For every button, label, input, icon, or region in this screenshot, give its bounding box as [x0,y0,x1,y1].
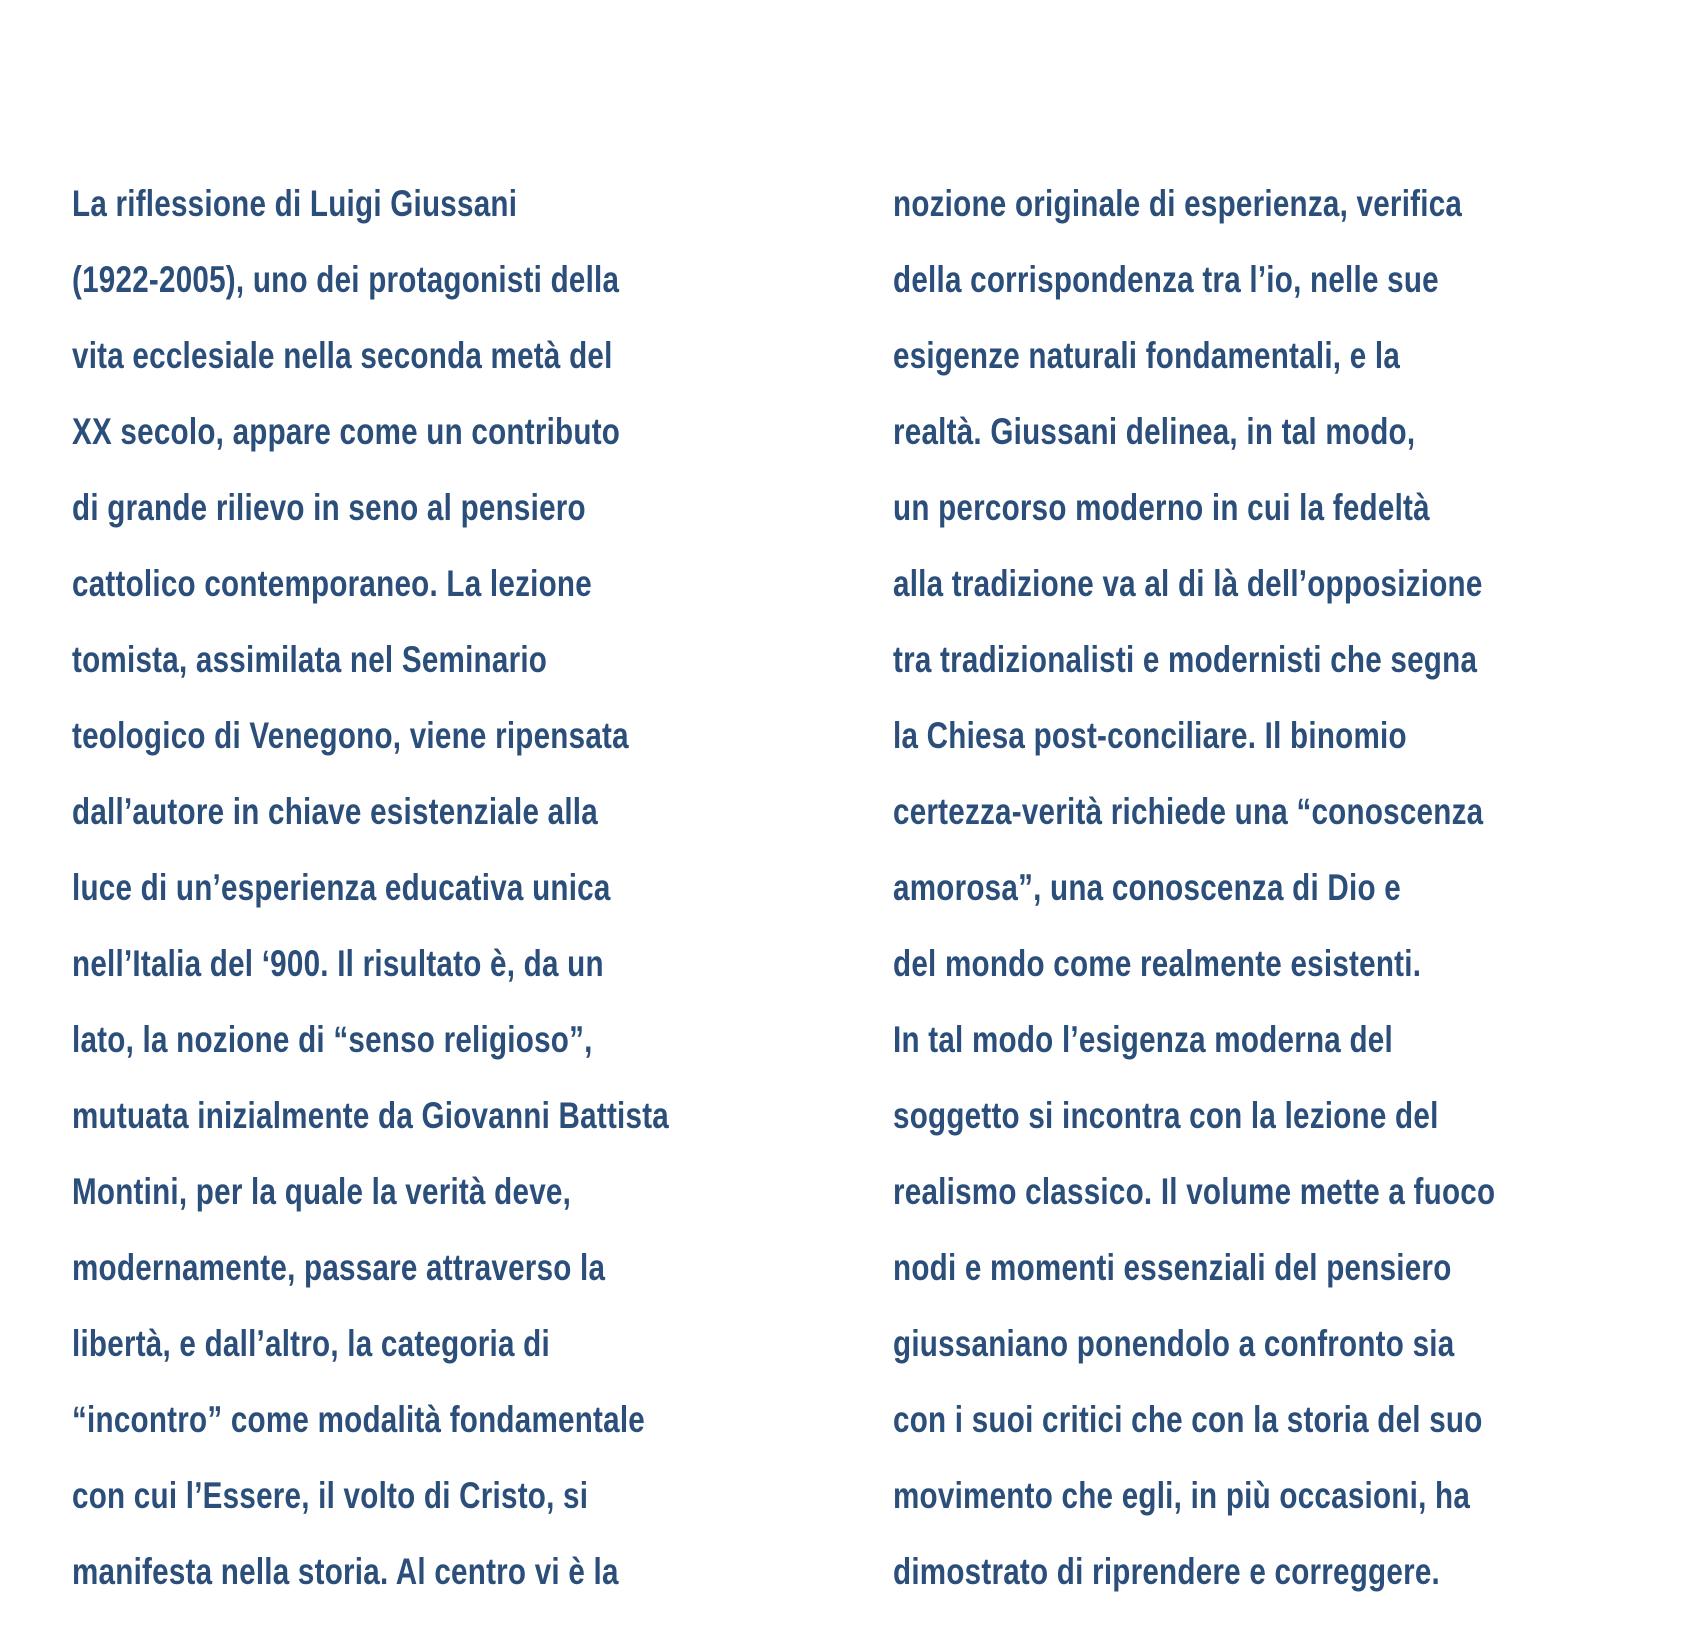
text-line: cattolico contemporaneo. La lezione [72,563,592,604]
text-line: dall’autore in chiave esistenziale alla [72,791,598,832]
text-line: (1922-2005), uno dei protagonisti della [72,259,620,300]
text-line: della corrispondenza tra l’io, nelle sue [893,259,1439,300]
text-line: vita ecclesiale nella seconda metà del [72,335,613,376]
text-line: realismo classico. Il volume mette a fuoco [893,1171,1496,1212]
text-line: lato, la nozione di “senso religioso”, [72,1019,593,1060]
text-line: con i suoi critici che con la storia del suo [893,1399,1483,1440]
text-line: un percorso moderno in cui la fedeltà [893,487,1430,528]
text-line: teologico di Venegono, viene ripensata [72,715,629,756]
text-line: movimento che egli, in più occasioni, ha [893,1475,1471,1516]
text-line: libertà, e dall’altro, la categoria di [72,1323,550,1364]
text-line: amorosa”, una conoscenza di Dio e [893,867,1401,908]
text-line: “incontro” come modalità fondamentale [72,1399,645,1440]
text-line: nodi e momenti essenziali del pensiero [893,1247,1452,1288]
text-line: luce di un’esperienza educativa unica [72,867,611,908]
text-line: giussaniano ponendolo a confronto sia [893,1323,1455,1364]
text-line: tra tradizionalisti e modernisti che segna [893,639,1478,680]
text-line: XX secolo, appare come un contributo [72,411,621,452]
text-line: realtà. Giussani delinea, in tal modo, [893,411,1416,452]
text-line: In tal modo l’esigenza moderna del [893,1019,1393,1060]
text-line: soggetto si incontra con la lezione del [893,1095,1439,1136]
text-line: la Chiesa post-conciliare. Il binomio [893,715,1407,756]
text-column-left [72,172,852,1616]
text-line: esigenze naturali fondamentali, e la [893,335,1401,376]
text-column-right [893,172,1683,1616]
text-line: tomista, assimilata nel Seminario [72,639,548,680]
text-line: di grande rilievo in seno al pensiero [72,487,586,528]
text-line: alla tradizione va al di là dell’opposizione [893,563,1483,604]
text-line: del mondo come realmente esistenti. [893,943,1422,984]
text-line: La riflessione di Luigi Giussani [72,183,518,224]
text-line: modernamente, passare attraverso la [72,1247,606,1288]
text-line: Montini, per la quale la verità deve, [72,1171,572,1212]
text-line: con cui l’Essere, il volto di Cristo, si [72,1475,589,1516]
text-line: nozione originale di esperienza, verifica [893,183,1463,224]
text-line: dimostrato di riprendere e correggere. [893,1551,1441,1592]
text-line: mutuata inizialmente da Giovanni Battista [72,1095,670,1136]
text-line: certezza-verità richiede una “conoscenza [893,791,1484,832]
text-line: manifesta nella storia. Al centro vi è la [72,1551,619,1592]
text-line: nell’Italia del ‘900. Il risultato è, da un [72,943,604,984]
